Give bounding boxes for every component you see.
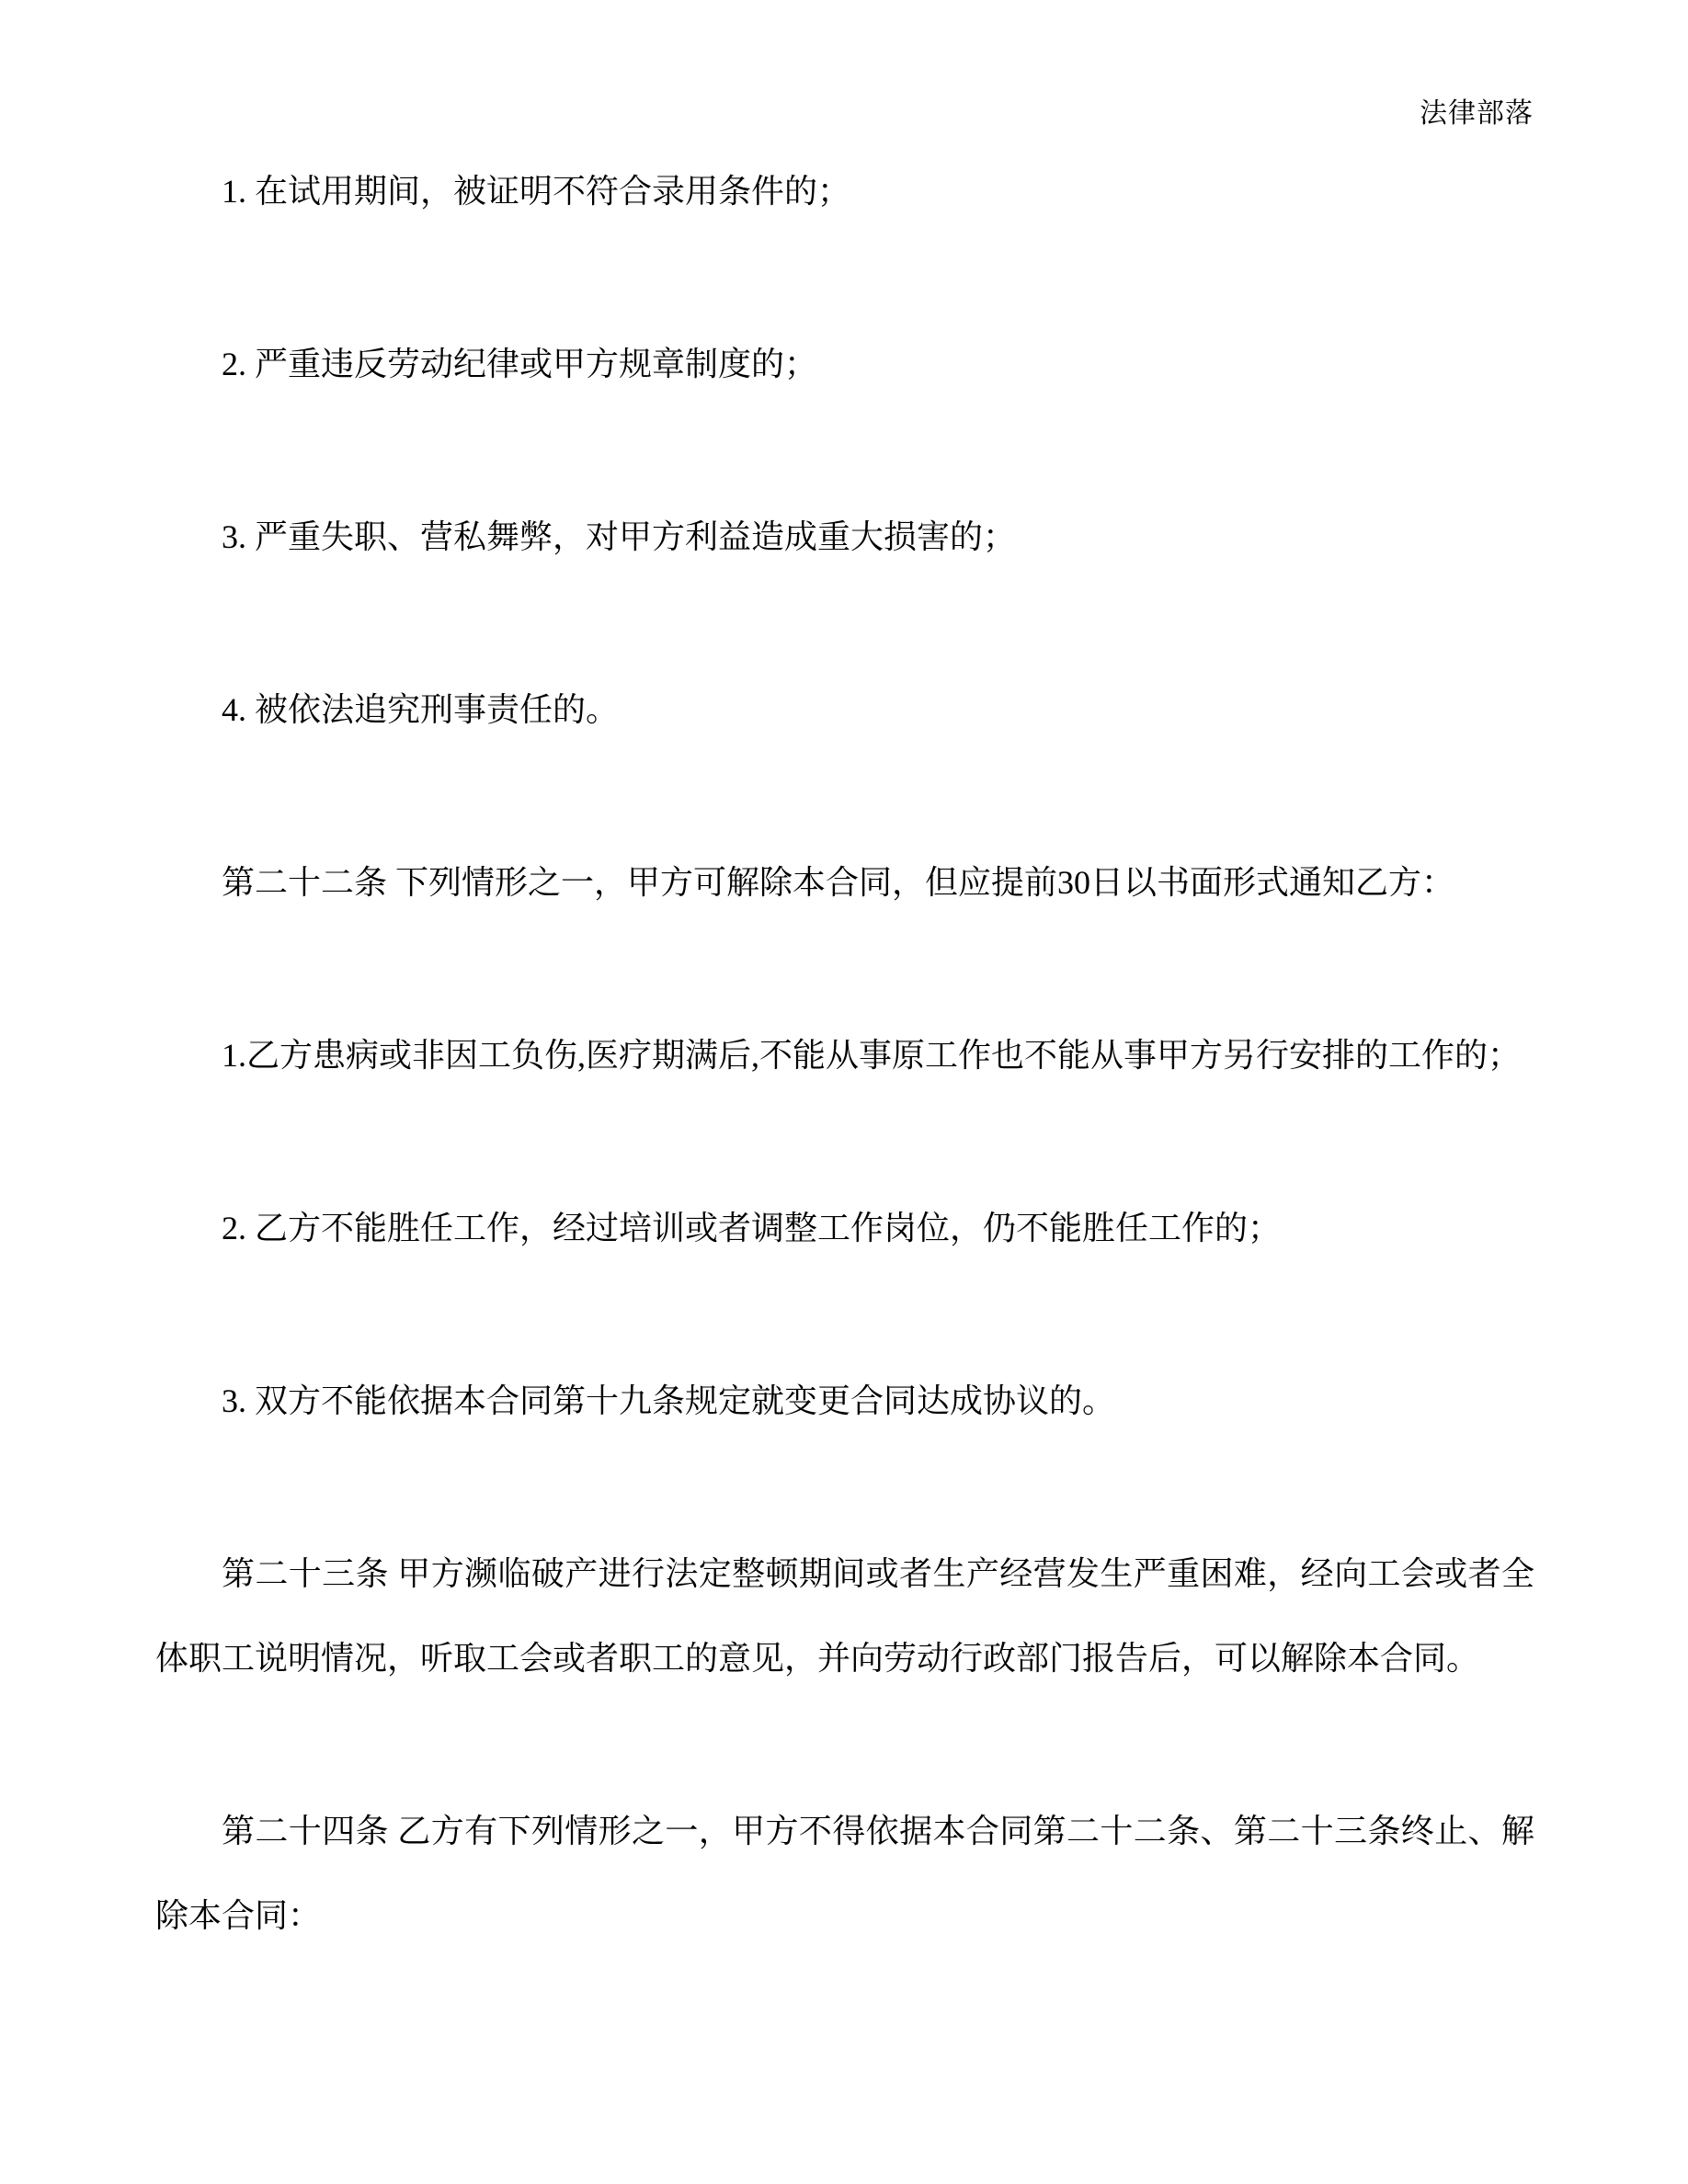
article-23-paragraph: 第二十三条 甲方濒临破产进行法定整顿期间或者生产经营发生严重困难，经向工会或者全体职工说明情况，听取工会或者职工的意见，并向劳动行政部门报告后，可以解除本合同。 bbox=[155, 1555, 1534, 1677]
article-22-item-3-no-agreement: 3. 双方不能依据本合同第十九条规定就变更合同达成协议的。 bbox=[222, 1382, 1116, 1419]
article-22-item-2-incompetent: 2. 乙方不能胜任工作，经过培训或者调整工作岗位，仍不能胜任工作的； bbox=[222, 1210, 1282, 1246]
site-watermark: 法律部落 bbox=[1420, 98, 1534, 129]
article-22-item-1-illness: 1.乙方患病或非因工负伤,医疗期满后,不能从事原工作也不能从事甲方另行安排的工作的； bbox=[222, 1037, 1522, 1074]
list-item-2-discipline: 2. 严重违反劳动纪律或甲方规章制度的； bbox=[222, 346, 818, 382]
article-22-paragraph: 第二十二条 下列情形之一，甲方可解除本合同，但应提前30日以书面形式通知乙方： bbox=[222, 864, 1455, 901]
article-24-paragraph: 第二十四条 乙方有下列情形之一，甲方不得依据本合同第二十二条、第二十三条终止、解除本合同： bbox=[155, 1813, 1534, 1934]
list-item-3-dereliction: 3. 严重失职、营私舞弊，对甲方利益造成重大损害的； bbox=[222, 518, 1017, 555]
list-item-4-criminal: 4. 被依法追究刑事责任的。 bbox=[222, 691, 620, 728]
contract-text bbox=[155, 149, 1534, 2046]
list-item-1-trial-period: 1. 在试用期间，被证明不符合录用条件的； bbox=[222, 173, 851, 210]
